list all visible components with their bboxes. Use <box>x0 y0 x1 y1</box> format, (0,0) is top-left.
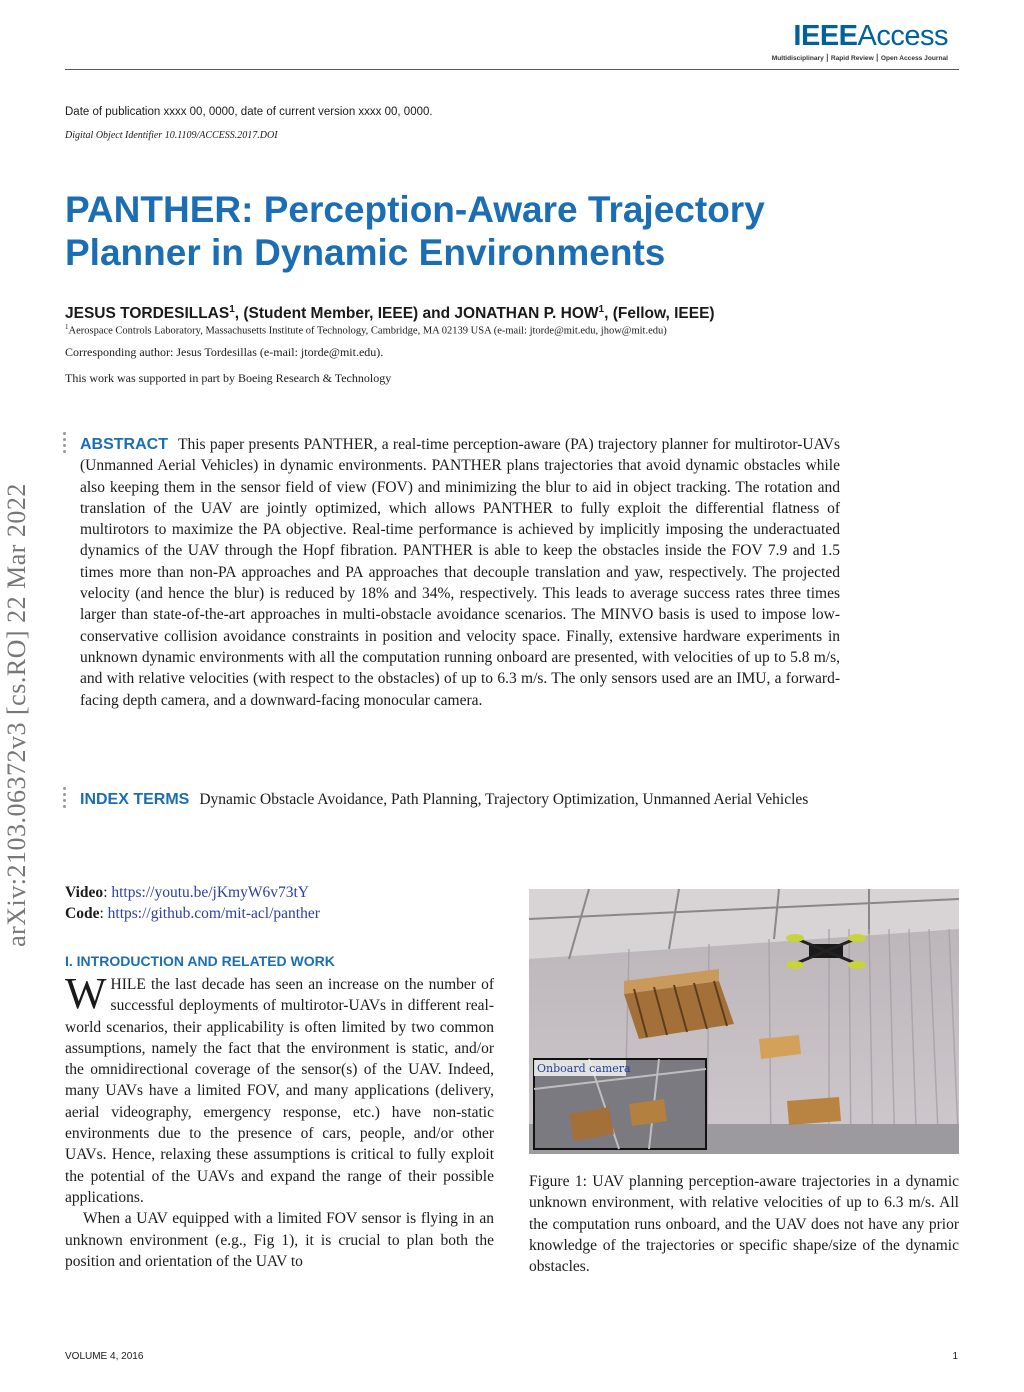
section-heading: I. INTRODUCTION AND RELATED WORK <box>65 953 335 969</box>
arxiv-sidebar-stamp: arXiv:2103.06372v3 [cs.RO] 22 Mar 2022 <box>2 483 31 947</box>
author-1-sup: 1 <box>229 304 235 315</box>
video-link[interactable]: https://youtu.be/jKmyW6v73tY <box>111 884 309 901</box>
drop-cap: W <box>65 969 107 1018</box>
author-line <box>65 304 715 323</box>
resource-links: Video: https://youtu.be/jKmyW6v73tY Code: https://github.com/mit-acl/panther <box>65 884 320 922</box>
affiliation-text: Aerospace Controls Laboratory, Massachusetts Institute of Technology, Cambridge, MA 02139 USA (e-mail: jtorde@mit.edu, jhow@mit.edu) <box>68 325 667 337</box>
publication-date: Date of publication xxxx 00, 0000, date of current version xxxx 00, 0000. <box>65 106 433 118</box>
inset-label: Onboard camera <box>537 1062 631 1075</box>
funding-note: This work was supported in part by Boeing Research & Technology <box>65 371 392 385</box>
author-2: JONATHAN P. HOW <box>454 305 599 323</box>
doi-line: Digital Object Identifier 10.1109/ACCESS.2017.DOI <box>65 130 278 141</box>
video-label: Video <box>65 884 104 901</box>
abstract-text: This paper presents PANTHER, a real-time perception-aware (PA) trajectory planner for multirotor-UAVs (Unmanned Aerial Vehicles) in dynamic environments. PANTHER plans trajectories that avoid dynamic obstacles while also keeping them in the sensor field of view (FOV) and minimizing the blur to aid in object tracking. The rotation and translation of the UAV are jointly optimized, which allows PANTHER to fully exploit the differential flatness of multirotors to maximize the PA objective. Real-time performance is achieved by implicitly imposing the underactuated dynamics of the UAV through the Hopf fibration. PANTHER is able to keep the obstacles inside the FOV 7.9 and 1.5 times more than non-PA approaches and PA approaches that decouple translation and yaw, respectively. The projected velocity (and hence the blur) is reduced by 18% and 34%, respectively. This leads to average success rates three times larger than state-of-the-art approaches in multi-obstacle avoidance scenarios. The MINVO basis is used to impose low-conservative collision avoidance constraints in position and velocity space. Finally, extensive hardware experiments in unknown dynamic environments with all the computation running onboard are presented, with velocities of up to 5.8 m/s, and with relative velocities (with respect to the obstacles) of up to 6.3 m/s. The only sensors used are an IMU, a forward-facing depth camera, and a downward-facing monocular camera. <box>80 436 840 709</box>
paper-title: PANTHER: Perception-Aware Trajectory Planner in Dynamic Environments <box>65 189 765 273</box>
index-marker-dots <box>63 787 68 811</box>
intro-paragraph-1: HILE the last decade has seen an increase on the number of successful deployments of multirotor-UAVs in different real-world scenarios, their applicability is often limited by two common assumptions, namely the fact that the environment is static, and/or the omnidirectional coverage of the sensor(s) of the UAV. Indeed, many UAVs have a limited FOV, and many applications (delivery, aerial videography, emergency response, etc.) have non-static environments due to the presence of cars, people, and/or other UAVs. Hence, relaxing these assumptions is critical to fully exploit the potential of the UAVs and expand the range of their possible applications. <box>65 976 494 1206</box>
affiliation <box>65 323 667 337</box>
code-label: Code <box>65 905 100 922</box>
intro-body <box>65 969 494 1272</box>
abstract-label: ABSTRACT <box>80 436 168 453</box>
logo-ieee: IEEE <box>793 20 858 52</box>
author-2-sup: 1 <box>598 304 605 315</box>
logo-access: Access <box>857 20 948 52</box>
index-terms-text: Dynamic Obstacle Avoidance, Path Planning, Trajectory Optimization, Unmanned Aerial Vehicles <box>199 791 809 808</box>
affiliation-sup: 1 <box>65 323 69 331</box>
logo-tagline: Multidisciplinary ⎮ Rapid Review ⎮ Open Access Journal <box>771 55 948 62</box>
index-terms <box>80 789 840 810</box>
intro-paragraph-2: When a UAV equipped with a limited FOV sensor is flying in an unknown environment (e.g., Fig 1), it is crucial to plan both the position and orientation of the UAV to <box>65 1210 494 1270</box>
figure-caption: Figure 1: UAV planning perception-aware trajectories in a dynamic unknown environment, with relative velocities of up to 6.3 m/s. All the computation runs onboard, and the UAV does not have any prior knowledge of the trajectories or specific shape/size of the dynamic obstacles. <box>529 1173 959 1276</box>
uav-scene-illustration <box>529 889 959 1154</box>
author-1-note: , (Student Member, IEEE) and <box>234 305 455 323</box>
corresponding-author: Corresponding author: Jesus Tordesillas (e-mail: jtorde@mit.edu). <box>65 345 384 359</box>
figure-photo <box>529 889 959 1154</box>
abstract <box>80 434 840 711</box>
code-link[interactable]: https://github.com/mit-acl/panther <box>107 905 320 922</box>
page-number: 1 <box>952 1351 958 1362</box>
volume-footer: VOLUME 4, 2016 <box>65 1351 144 1362</box>
abstract-marker-dots <box>63 432 68 456</box>
journal-logo <box>772 20 948 62</box>
index-terms-label: INDEX TERMS <box>80 791 190 808</box>
author-1: JESUS TORDESILLAS <box>65 305 230 323</box>
author-2-note: , (Fellow, IEEE) <box>604 305 715 323</box>
header-rule <box>65 69 959 70</box>
